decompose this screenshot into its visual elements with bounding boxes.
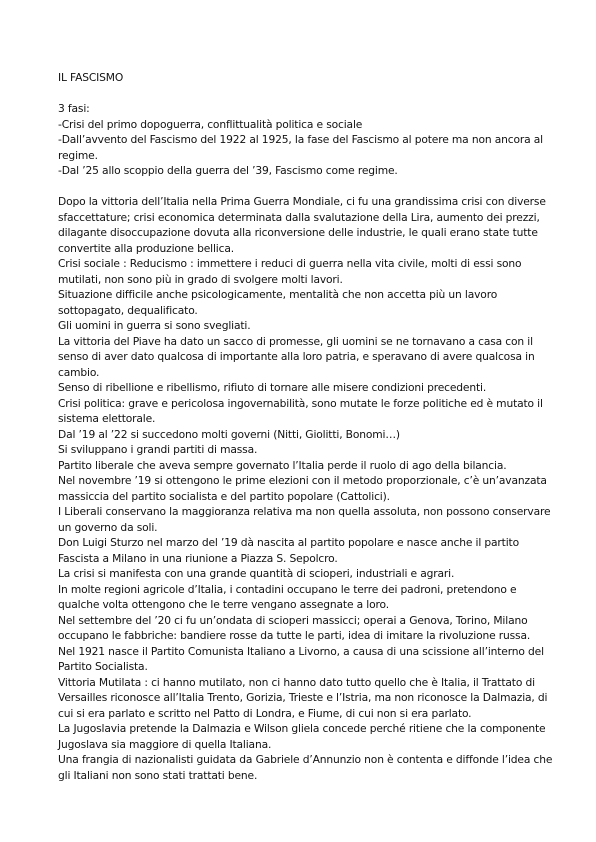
paragraph: In molte regioni agricole d’Italia, i contadini occupano le terre dei padroni, pretendono e qualche volta ottengono che le terre vengano assegnate a loro. xyxy=(58,582,517,611)
paragraph: Nel 1921 nasce il Partito Comunista Italiano a Livorno, a causa di una scissione all’interno del Partito Socialista. xyxy=(58,644,544,673)
paragraph: Dopo la vittoria dell’Italia nella Prima Guerra Mondiale, ci fu una grandissima crisi con diverse sfaccettature; crisi economica determinata dalla svalutazione della Lira, aumento dei prezzi, dilagante disoccupazione dovuta alla riconversione delle industrie, le quali erano state tutte convertite alla produzione bellica. xyxy=(58,195,546,255)
paragraph: Nel settembre del ’20 ci fu un’ondata di scioperi massicci; operai a Genova, Torino, Milano occupano le fabbriche: bandiere rosse da tutte le parti, idea di imitare la rivoluzione russa. xyxy=(58,613,531,642)
paragraph: Gli uomini in guerra si sono svegliati. xyxy=(58,319,251,332)
paragraph: Si sviluppano i grandi partiti di massa. xyxy=(58,443,258,456)
paragraph: La Jugoslavia pretende la Dalmazia e Wilson gliela concede perché ritiene che la componente Jugoslava sia maggiore di quella Italiana. xyxy=(58,722,546,751)
phases-heading: 3 fasi: xyxy=(58,102,90,115)
spacer xyxy=(58,86,558,102)
paragraph: I Liberali conservano la maggioranza relativa ma non quella assoluta, non possono conservare un governo da soli. xyxy=(58,505,551,534)
phase-item: -Dal ’25 allo scoppio della guerra del ’39, Fascismo come regime. xyxy=(58,164,398,177)
phase-item: -Crisi del primo dopoguerra, conflittualità politica e sociale xyxy=(58,117,363,131)
paragraph: Crisi politica: grave e pericolosa ingovernabilità, sono mutate le forze politiche ed è mutato il sistema elettorale. xyxy=(58,396,543,425)
paragraph: Dal ’19 al ’22 si succedono molti governi (Nitti, Giolitti, Bonomi…) xyxy=(58,427,400,441)
document-title: IL FASCISMO xyxy=(58,71,124,84)
phase-item: -Dall’avvento del Fascismo del 1922 al 1925, la fase del Fascismo al potere ma non ancora al regime. xyxy=(58,133,543,162)
spacer xyxy=(58,179,558,195)
paragraph: La crisi si manifesta con una grande quantità di scioperi, industriali e agrari. xyxy=(58,567,455,580)
paragraph: Partito liberale che aveva sempre governato l’Italia perde il ruolo di ago della bilancia. xyxy=(58,458,507,472)
paragraph: Situazione difficile anche psicologicamente, mentalità che non accetta più un lavoro sottopagato, dequalificato. xyxy=(58,288,498,317)
paragraph: Nel novembre ’19 si ottengono le prime elezioni con il metodo proporzionale, c’è un’avanzata massiccia del partito socialista e del partito popolare (Cattolici). xyxy=(58,474,547,503)
paragraph: Vittoria Mutilata : ci hanno mutilato, non ci hanno dato tutto quello che è Italia, il Trattato di Versailles riconosce all’Italia Trento, Gorizia, Trieste e l’Istria, ma non riconosce la Dalmazia, di cui si era parlato e scritto nel Patto di Londra, e Fiume, di cui non si era parlato. xyxy=(58,675,548,720)
paragraph: Crisi sociale : Reducismo : immettere i reduci di guerra nella vita civile, molti di essi sono mutilati, non sono più in grado di svolgere molti lavori. xyxy=(58,257,522,286)
paragraph: La vittoria del Piave ha dato un sacco di promesse, gli uomini se ne tornavano a casa con il senso di aver dato qualcosa di importante alla loro patria, e speravano di avere qualcosa in cambio. xyxy=(58,334,535,379)
paragraph: Una frangia di nazionalisti guidata da Gabriele d’Annunzio non è contenta e diffonde l’idea che gli Italiani non sono stati trattati bene. xyxy=(58,753,553,782)
document-page xyxy=(58,70,558,783)
paragraph: Don Luigi Sturzo nel marzo del ’19 dà nascita al partito popolare e nasce anche il partito Fascista a Milano in una riunione a Piazza S. Sepolcro. xyxy=(58,536,519,565)
paragraph: Senso di ribellione e ribellismo, rifiuto di tornare alle misere condizioni precedenti. xyxy=(58,381,487,394)
